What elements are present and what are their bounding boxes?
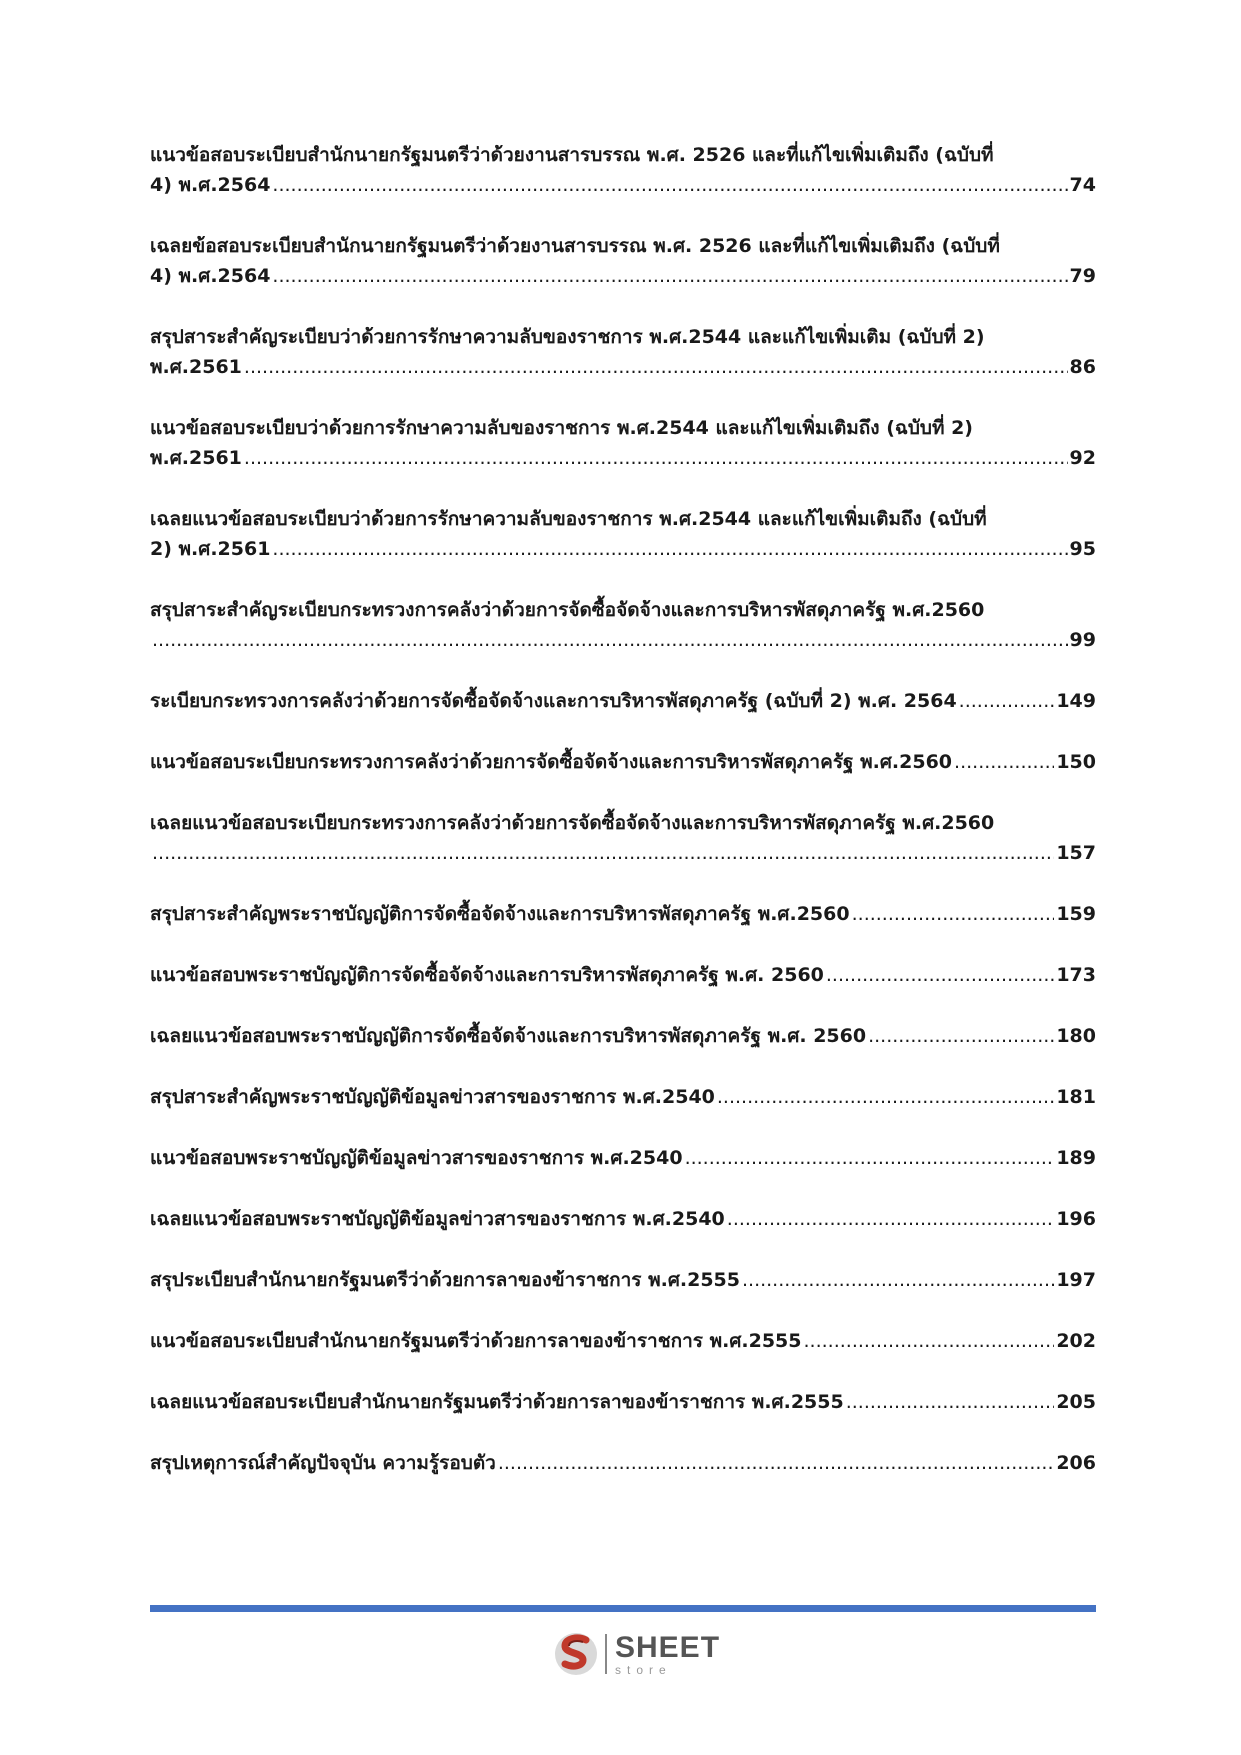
toc-entry-title: แนวข้อสอบพระราชบัญญัติข้อมูลข่าวสารของราชการ พ.ศ.2540 <box>150 1147 683 1169</box>
toc-page-number: 79 <box>1069 265 1096 287</box>
toc-leader-dots <box>868 1021 1054 1051</box>
footer-rule <box>150 1605 1096 1612</box>
toc-entry-title-continued: 2) พ.ศ.2561 <box>150 538 271 560</box>
toc-page-number: 202 <box>1056 1330 1096 1352</box>
toc-page-number: 180 <box>1056 1025 1096 1047</box>
toc-page-number: 157 <box>1056 842 1096 864</box>
toc-entry-title: แนวข้อสอบระเบียบสำนักนายกรัฐมนตรีว่าด้วยการลาของข้าราชการ พ.ศ.2555 <box>150 1330 802 1352</box>
toc-leader-dots <box>954 747 1054 777</box>
toc-page-number: 95 <box>1069 538 1096 560</box>
toc-entry-title: สรุปสาระสำคัญพระราชบัญญัติการจัดซื้อจัดจ้างและการบริหารพัสดุภาครัฐ พ.ศ.2560 <box>150 903 850 925</box>
toc-entry[interactable] <box>150 808 1096 868</box>
toc-leader-dots <box>244 443 1068 473</box>
toc-entry-title: เฉลยแนวข้อสอบพระราชบัญญัติการจัดซื้อจัดจ้างและการบริหารพัสดุภาครัฐ พ.ศ. 2560 <box>150 1025 867 1047</box>
toc-entry-title: แนวข้อสอบพระราชบัญญัติการจัดซื้อจัดจ้างและการบริหารพัสดุภาครัฐ พ.ศ. 2560 <box>150 964 824 986</box>
toc-entry[interactable] <box>150 899 1096 929</box>
toc-page-number: 150 <box>1056 751 1096 773</box>
toc-entry[interactable] <box>150 1448 1096 1478</box>
toc-leader-dots <box>742 1265 1054 1295</box>
toc-page-number: 173 <box>1056 964 1096 986</box>
toc-entry-title: สรุปสาระสำคัญพระราชบัญญัติข้อมูลข่าวสารของราชการ พ.ศ.2540 <box>150 1086 715 1108</box>
toc-entry[interactable] <box>150 1082 1096 1112</box>
toc-page-number: 205 <box>1056 1391 1096 1413</box>
toc-page-number: 206 <box>1056 1452 1096 1474</box>
toc-entry[interactable] <box>150 1143 1096 1173</box>
toc-leader-dots <box>959 686 1055 716</box>
toc-entry-title: แนวข้อสอบระเบียบกระทรวงการคลังว่าด้วยการจัดซื้อจัดจ้างและการบริหารพัสดุภาครัฐ พ.ศ.2560 <box>150 751 953 773</box>
toc-entry-title: เฉลยข้อสอบระเบียบสำนักนายกรัฐมนตรีว่าด้วยงานสารบรรณ พ.ศ. 2526 และที่แก้ไขเพิ่มเติมถึง (ฉบับที่ <box>150 235 1000 257</box>
table-of-contents <box>150 140 1096 1509</box>
toc-leader-dots <box>272 534 1067 564</box>
toc-entry-title: สรุปเหตุการณ์สำคัญปัจจุบัน ความรู้รอบตัว <box>150 1452 496 1474</box>
toc-entry-title: สรุปสาระสำคัญระเบียบกระทรวงการคลังว่าด้วยการจัดซื้อจัดจ้างและการบริหารพัสดุภาครัฐ พ.ศ.2560 <box>150 599 985 621</box>
toc-entry-title: เฉลยแนวข้อสอบระเบียบสำนักนายกรัฐมนตรีว่าด้วยการลาของข้าราชการ พ.ศ.2555 <box>150 1391 844 1413</box>
toc-leader-dots <box>846 1387 1055 1417</box>
toc-entry-title-continued: 4) พ.ศ.2564 <box>150 174 271 196</box>
toc-entry-title: แนวข้อสอบระเบียบว่าด้วยการรักษาความลับของราชการ พ.ศ.2544 และแก้ไขเพิ่มเติมถึง (ฉบับที่ 2) <box>150 417 973 439</box>
toc-entry-title: สรุประเบียบสำนักนายกรัฐมนตรีว่าด้วยการลาของข้าราชการ พ.ศ.2555 <box>150 1269 740 1291</box>
toc-page-number: 74 <box>1069 174 1096 196</box>
toc-leader-dots <box>498 1448 1054 1478</box>
toc-entry[interactable] <box>150 231 1096 291</box>
toc-entry[interactable] <box>150 1326 1096 1356</box>
toc-entry[interactable] <box>150 1387 1096 1417</box>
toc-entry-title: สรุปสาระสำคัญระเบียบว่าด้วยการรักษาความลับของราชการ พ.ศ.2544 และแก้ไขเพิ่มเติม (ฉบับที่ 2) <box>150 326 985 348</box>
toc-entry[interactable] <box>150 504 1096 564</box>
toc-entry[interactable] <box>150 413 1096 473</box>
toc-leader-dots <box>272 170 1067 200</box>
footer-logo <box>553 1628 720 1680</box>
logo-separator <box>605 1634 607 1674</box>
toc-leader-dots <box>717 1082 1054 1112</box>
toc-page-number: 159 <box>1056 903 1096 925</box>
toc-entry[interactable] <box>150 960 1096 990</box>
toc-leader-dots <box>152 838 1054 868</box>
toc-page-number: 189 <box>1056 1147 1096 1169</box>
logo-subtext: store <box>615 1662 672 1677</box>
toc-entry[interactable] <box>150 140 1096 200</box>
toc-leader-dots <box>826 960 1054 990</box>
toc-leader-dots <box>244 352 1068 382</box>
toc-page-number: 92 <box>1069 447 1096 469</box>
toc-entry-title: เฉลยแนวข้อสอบพระราชบัญญัติข้อมูลข่าวสารของราชการ พ.ศ.2540 <box>150 1208 725 1230</box>
toc-page-number: 196 <box>1056 1208 1096 1230</box>
toc-entry-title-continued: พ.ศ.2561 <box>150 447 242 469</box>
toc-entry-title: เฉลยแนวข้อสอบระเบียบกระทรวงการคลังว่าด้วยการจัดซื้อจัดจ้างและการบริหารพัสดุภาครัฐ พ.ศ.2560 <box>150 812 995 834</box>
toc-page-number: 86 <box>1069 356 1096 378</box>
toc-entry-title-continued: 4) พ.ศ.2564 <box>150 265 271 287</box>
toc-page-number: 197 <box>1056 1269 1096 1291</box>
toc-entry[interactable] <box>150 686 1096 716</box>
toc-entry-title: ระเบียบกระทรวงการคลังว่าด้วยการจัดซื้อจัดจ้างและการบริหารพัสดุภาครัฐ (ฉบับที่ 2) พ.ศ. 2564 <box>150 690 957 712</box>
toc-leader-dots <box>272 261 1067 291</box>
toc-leader-dots <box>804 1326 1055 1356</box>
sheet-store-s-icon <box>553 1630 599 1678</box>
toc-entry-title-continued: พ.ศ.2561 <box>150 356 242 378</box>
toc-page-number: 99 <box>1069 629 1096 651</box>
toc-entry[interactable] <box>150 1204 1096 1234</box>
toc-entry[interactable] <box>150 322 1096 382</box>
toc-leader-dots <box>727 1204 1055 1234</box>
toc-leader-dots <box>685 1143 1055 1173</box>
toc-page-number: 181 <box>1056 1086 1096 1108</box>
logo-wordmark: SHEET <box>615 1630 721 1664</box>
toc-entry-title: เฉลยแนวข้อสอบระเบียบว่าด้วยการรักษาความลับของราชการ พ.ศ.2544 และแก้ไขเพิ่มเติมถึง (ฉบับที่ <box>150 508 987 530</box>
toc-leader-dots <box>152 625 1068 655</box>
toc-entry-title: แนวข้อสอบระเบียบสำนักนายกรัฐมนตรีว่าด้วยงานสารบรรณ พ.ศ. 2526 และที่แก้ไขเพิ่มเติมถึง (ฉบับที่ <box>150 144 994 166</box>
toc-leader-dots <box>852 899 1055 929</box>
toc-entry[interactable] <box>150 595 1096 655</box>
toc-entry[interactable] <box>150 1021 1096 1051</box>
toc-entry[interactable] <box>150 1265 1096 1295</box>
toc-entry[interactable] <box>150 747 1096 777</box>
toc-page-number: 149 <box>1056 690 1096 712</box>
